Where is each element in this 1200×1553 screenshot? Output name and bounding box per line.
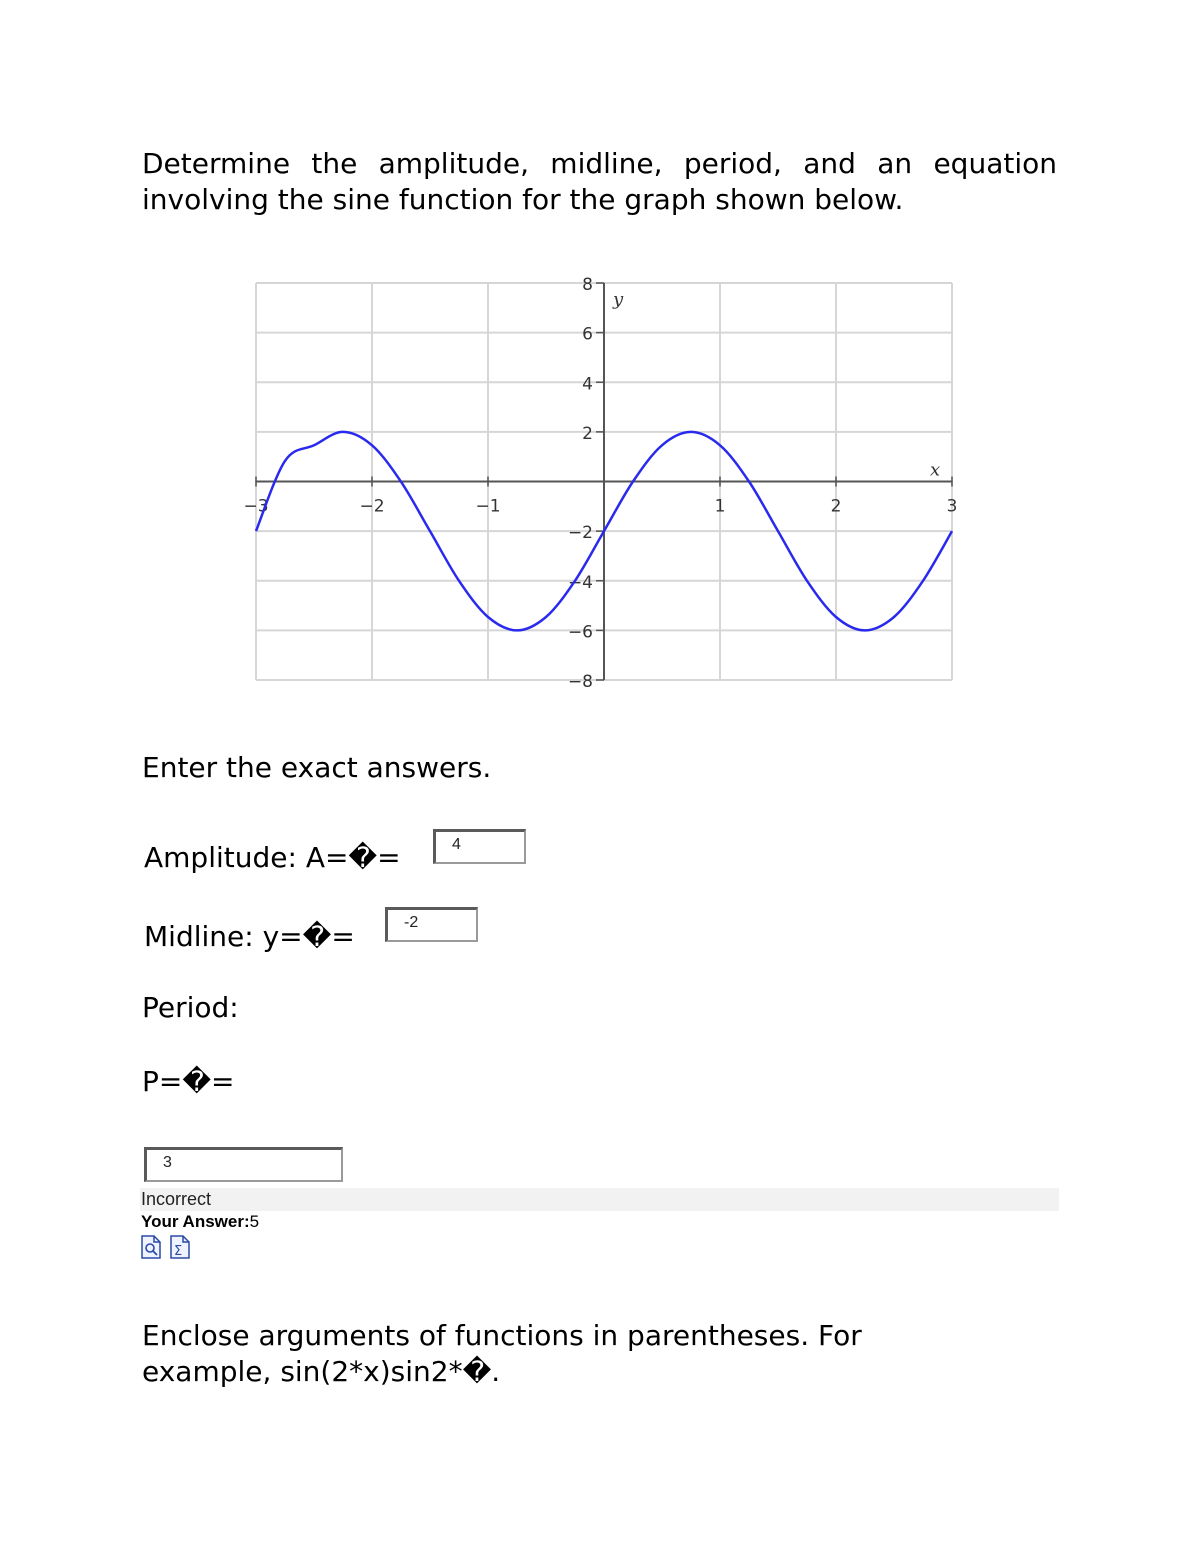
period-input[interactable]: 3 <box>144 1147 343 1182</box>
x-tick-label: −3 <box>243 496 269 517</box>
period-label: P=�= <box>142 1065 235 1098</box>
y-tick-label: −8 <box>567 672 593 692</box>
period-heading: Period: <box>142 991 239 1024</box>
y-tick-label: 6 <box>582 324 593 345</box>
y-tick-label: −6 <box>567 622 593 643</box>
your-answer-value: 5 <box>249 1212 260 1231</box>
your-answer <box>141 1211 259 1233</box>
sine-graph <box>240 270 970 700</box>
y-axis-label: y <box>613 289 624 310</box>
footer-note: Enclose arguments of functions in parentheses. For example, sin(2*x)sin2*�. <box>142 1319 862 1388</box>
feedback-bar <box>140 1188 1059 1211</box>
preview-icon[interactable] <box>141 1235 161 1259</box>
question-text: Determine the amplitude, midline, period, and an equation involving the sine function for the graph shown below. <box>142 147 1057 216</box>
feedback-status: Incorrect <box>141 1189 212 1209</box>
x-tick-label: 2 <box>830 496 842 517</box>
y-tick-label: 2 <box>582 423 593 444</box>
enter-note: Enter the exact answers. <box>142 751 492 784</box>
midline-label: Midline: y=�= <box>144 920 355 953</box>
midline-input[interactable]: -2 <box>385 907 478 942</box>
amplitude-label: Amplitude: A=�= <box>144 841 401 874</box>
x-axis-label: x <box>930 459 941 481</box>
x-tick-label: 3 <box>946 496 958 517</box>
amplitude-input[interactable]: 4 <box>433 829 526 864</box>
y-tick-label: −2 <box>567 523 593 544</box>
y-tick-label: 8 <box>582 275 593 295</box>
x-tick-label: −2 <box>359 496 385 517</box>
x-tick-label: −1 <box>475 496 501 517</box>
svg-text:Σ: Σ <box>174 1244 183 1259</box>
y-tick-label: −4 <box>567 572 593 593</box>
your-answer-label: Your Answer: <box>141 1212 250 1231</box>
x-tick-label: 1 <box>714 496 726 517</box>
sigma-icon[interactable] <box>170 1235 190 1259</box>
y-tick-label: 4 <box>582 374 593 395</box>
